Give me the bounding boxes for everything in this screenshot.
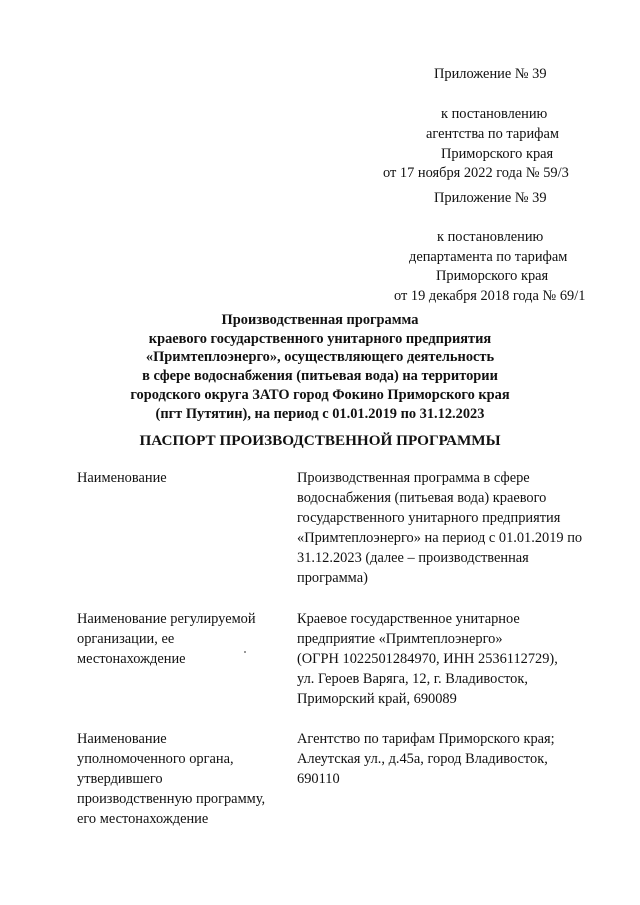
label-line: местонахождение	[77, 651, 186, 667]
value-line: ул. Героев Варяга, 12, г. Владивосток,	[297, 671, 528, 687]
appendix-line: к постановлению	[441, 106, 548, 122]
passport-row-label	[77, 729, 287, 829]
appendix-date-line: от 19 декабря 2018 года № 69/1	[394, 288, 586, 304]
appendix-title: Приложение № 39	[434, 190, 547, 206]
appendix-line: к постановлению	[437, 229, 544, 245]
program-title-line: в сфере водоснабжения (питьевая вода) на территории	[142, 368, 498, 384]
value-line: водоснабжения (питьевая вода) краевого	[297, 490, 547, 506]
program-title-line: краевого государственного унитарного предприятия	[148, 331, 492, 347]
value-line: 690110	[297, 771, 340, 787]
label-line: Наименование	[77, 470, 167, 486]
passport-row-value	[297, 468, 617, 588]
label-line: Наименование	[77, 731, 167, 747]
value-line: 31.12.2023 (далее – производственная	[297, 550, 529, 566]
label-line: утвердившего	[77, 771, 163, 787]
appendix-date-line: от 17 ноября 2022 года № 59/3	[383, 165, 569, 181]
value-line: Алеутская ул., д.45а, город Владивосток,	[297, 751, 548, 767]
value-line: Приморский край, 690089	[297, 691, 457, 707]
value-line: «Примтеплоэнерго» на период с 01.01.2019 по	[297, 530, 583, 546]
value-line: предприятие «Примтеплоэнерго»	[297, 631, 503, 647]
appendix-title: Приложение № 39	[434, 66, 547, 82]
value-line: (ОГРН 1022501284970, ИНН 2536112729),	[297, 651, 558, 667]
passport-row-value	[297, 729, 617, 789]
label-line: производственную программу,	[77, 791, 266, 807]
value-line: Производственная программа в сфере	[297, 470, 530, 486]
appendix-line: Приморского края	[436, 268, 549, 284]
label-line: уполномоченного органа,	[77, 751, 234, 767]
value-line: государственного унитарного предприятия	[297, 510, 561, 526]
program-title-line: «Примтеплоэнерго», осуществляющего деятельность	[145, 349, 495, 365]
scan-speck	[244, 651, 246, 653]
program-title-line: (пгт Путятин), на период с 01.01.2019 по 31.12.2023	[155, 406, 485, 422]
program-title-line: городского округа ЗАТО город Фокино Приморского края	[130, 387, 510, 403]
label-line: его местонахождение	[77, 811, 209, 827]
appendix-line: Приморского края	[441, 146, 554, 162]
label-line: организации, ее	[77, 631, 175, 647]
program-title-line: Производственная программа	[221, 312, 419, 328]
value-line: Краевое государственное унитарное	[297, 611, 520, 627]
passport-heading: ПАСПОРТ ПРОИЗВОДСТВЕННОЙ ПРОГРАММЫ	[139, 432, 501, 449]
passport-row-label	[77, 609, 287, 669]
label-line: Наименование регулируемой	[77, 611, 256, 627]
appendix-line: агентства по тарифам	[426, 126, 559, 142]
value-line: Агентство по тарифам Приморского края;	[297, 731, 555, 747]
passport-row-label	[77, 468, 287, 488]
passport-row-value	[297, 609, 617, 709]
appendix-line: департамента по тарифам	[409, 249, 568, 265]
value-line: программа)	[297, 570, 368, 586]
